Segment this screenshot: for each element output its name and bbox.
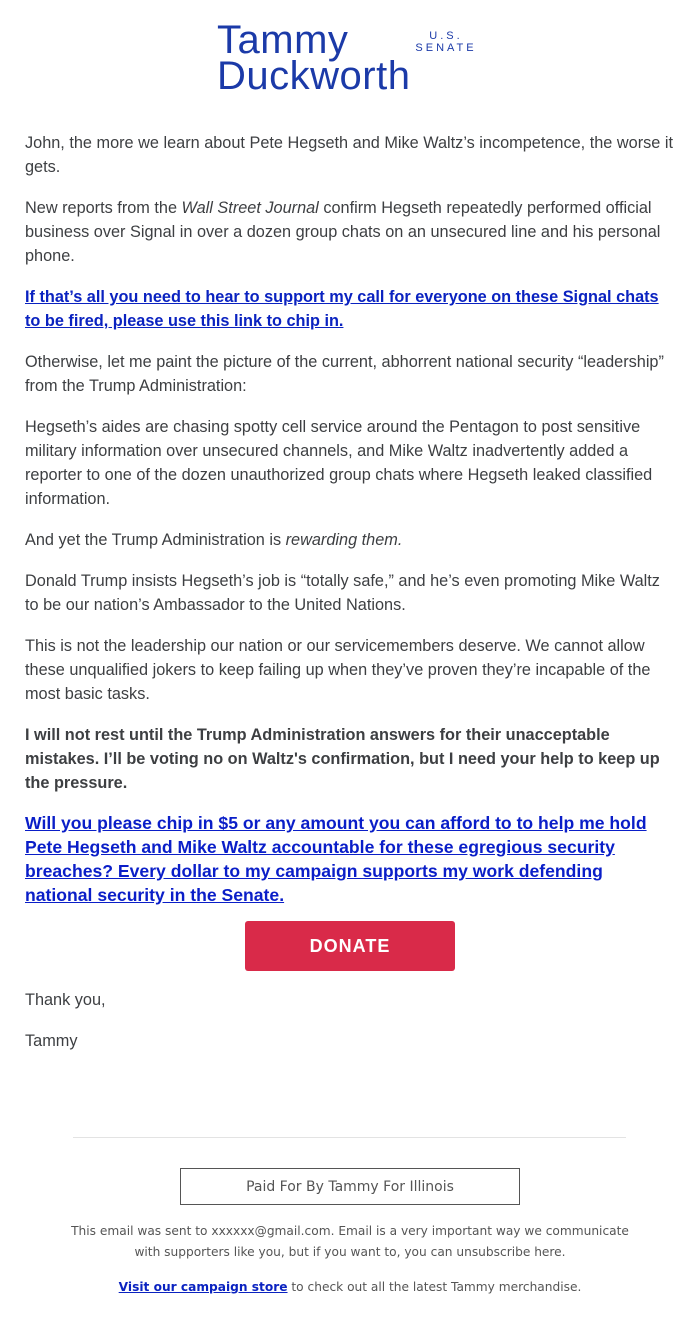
paragraph-picture: Otherwise, let me paint the picture of the current, abhorrent national security “leadership” from the Trump Administration:	[25, 353, 664, 395]
chip-in-5-link[interactable]: Will you please chip in $5 or any amount you can afford to to help me hold Pete Hegseth and Mike Waltz accountable for these egregious security breaches? Every dollar to my campaign supports my work defending national security in the Senate.	[25, 813, 647, 905]
paragraph-rewarding: And yet the Trump Administration is rewarding them.	[25, 531, 403, 549]
chip-in-link[interactable]: If that’s all you need to hear to support my call for everyone on these Signal chats to be fired, please use this link to chip in.	[25, 288, 659, 330]
signoff	[25, 988, 106, 1070]
logo-us: U.S.	[429, 30, 463, 42]
paid-for-box: Paid For By Tammy For Illinois	[180, 1168, 520, 1205]
donate-button[interactable]: DONATE	[245, 921, 455, 971]
paragraph-pressure: I will not rest until the Trump Administration answers for their unacceptable mistakes. I’ll be voting no on Waltz's confirmation, but I need your help to keep up the pressure.	[25, 726, 660, 792]
logo-senate: SENATE	[415, 42, 477, 54]
signature-name: Tammy	[25, 1032, 78, 1050]
wsj-title: Wall Street Journal	[181, 199, 319, 217]
paragraph-leadership: This is not the leadership our nation or our servicemembers deserve. We cannot allow these unqualified jokers to keep failing up when they’ve proven they’re incapable of the most basic tasks.	[25, 637, 651, 703]
paragraph-intro: John, the more we learn about Pete Hegseth and Mike Waltz’s incompetence, the worse it gets.	[25, 134, 673, 176]
paragraph-trump: Donald Trump insists Hegseth’s job is “totally safe,” and he’s even promoting Mike Waltz to be our nation’s Ambassador to the United Nations.	[25, 572, 660, 614]
donate-container	[245, 921, 455, 971]
campaign-logo	[217, 18, 487, 98]
footer-sent-to: This email was sent to xxxxxx@gmail.com. Email is a very important way we communicate with supporters like you, but if you want to, you can unsubscribe here.	[71, 1224, 629, 1259]
logo-last-name: Duckworth	[217, 54, 411, 98]
footer-divider	[73, 1137, 626, 1138]
paragraph-aides: Hegseth’s aides are chasing spotty cell service around the Pentagon to post sensitive military information over unsecured channels, and Mike Waltz inadvertently added a reporter to one of the dozen unauthorized group chats where Hegseth leaked classified information.	[25, 418, 653, 508]
logo-first-name: Tammy	[217, 18, 349, 62]
thanks-text: Thank you,	[25, 991, 106, 1009]
email-body	[25, 131, 675, 925]
paragraph-wsj: New reports from the Wall Street Journal confirm Hegseth repeatedly performed official business over Signal in over a dozen group chats on an unsecured line and his personal phone.	[25, 199, 661, 265]
campaign-store-link[interactable]: Visit our campaign store	[118, 1280, 288, 1294]
paragraph-link1	[25, 285, 675, 333]
footer-store: Visit our campaign store to check out all the latest Tammy merchandise.	[118, 1280, 582, 1294]
paragraph-link2	[25, 812, 675, 908]
